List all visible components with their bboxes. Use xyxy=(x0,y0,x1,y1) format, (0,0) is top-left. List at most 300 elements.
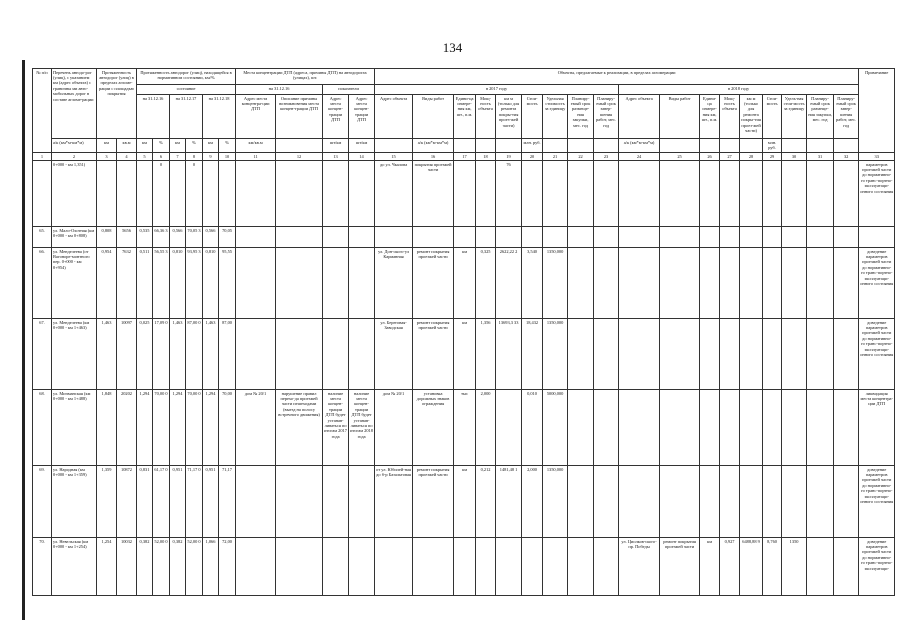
table-cell-c32 xyxy=(834,248,859,319)
header-row-2 xyxy=(33,85,895,95)
table-cell-c1: 69. xyxy=(33,466,52,538)
table-cell-c29 xyxy=(763,390,782,466)
table-cell-c28 xyxy=(740,248,763,319)
table-cell-c27 xyxy=(720,161,740,227)
table-cell-c12: нарушение правил перехо-да проезжей части пешеходами (выезд на полосу встречного движения) xyxy=(276,390,323,466)
table-cell-c33: доведение параметров проезжей части до нормативно-го транс-портно-эксплуатаци-онного состояния xyxy=(859,466,895,538)
obj17-plan-start: Планиру-емый срок размеще-ния закупки, мес. год xyxy=(568,95,594,139)
table-cell-c22 xyxy=(568,161,594,227)
column-index-cell: 9 xyxy=(203,153,219,161)
table-cell-c4: 7632 xyxy=(117,248,137,319)
table-row xyxy=(33,227,895,248)
table-cell-c5: 0,025 xyxy=(137,319,153,390)
table-cell-c8: 70,05 3 xyxy=(186,227,203,248)
table-cell-c4: 5656 xyxy=(117,227,137,248)
table-cell-c7: 0,566 xyxy=(170,227,186,248)
table-cell-c29: 8,760 xyxy=(763,538,782,596)
table-cell-c14 xyxy=(349,466,375,538)
column-index-cell: 19 xyxy=(496,153,522,161)
table-cell-c13 xyxy=(323,161,349,227)
table-cell-c27 xyxy=(720,390,740,466)
unit-aa: а/к (км*м-км*м) xyxy=(413,139,454,153)
col-normative-header: Протяженность автодорог (улиц), находящейся в нормативном состоянии, км/% xyxy=(137,69,236,85)
table-cell-c10 xyxy=(219,161,236,227)
table-cell-c17 xyxy=(454,227,476,248)
table-cell-c7: 0,382 xyxy=(170,538,186,596)
table-cell-c12 xyxy=(276,319,323,390)
table-cell-c25 xyxy=(660,161,700,227)
table-cell-c25 xyxy=(660,319,700,390)
obj17-plan-end: Планиру-емый срок завер-шения работ, мес. год xyxy=(594,95,619,139)
column-index-cell: 31 xyxy=(807,153,834,161)
column-index-cell: 28 xyxy=(740,153,763,161)
table-row xyxy=(33,390,895,466)
table-cell-c18 xyxy=(476,538,496,596)
table-cell-c22 xyxy=(568,538,594,596)
table-cell-c4 xyxy=(117,161,137,227)
table-cell-c30 xyxy=(782,227,807,248)
unit-km: км xyxy=(170,139,186,153)
table-cell-c20: 18,432 xyxy=(522,319,543,390)
table-cell-c9: 1,463 xyxy=(203,319,219,390)
table-cell-c32 xyxy=(834,319,859,390)
table-cell-c17: км xyxy=(454,319,476,390)
dtp-sub: показатели xyxy=(323,85,375,95)
table-cell-c20 xyxy=(522,161,543,227)
table-cell-c3: 1,254 xyxy=(97,538,117,596)
table-row xyxy=(33,538,895,596)
table-cell-c15 xyxy=(375,538,413,596)
table-cell-c10: 72,00 xyxy=(219,538,236,596)
table-cell-c24 xyxy=(619,466,660,538)
table-cell-c14 xyxy=(349,161,375,227)
table-cell-c26 xyxy=(700,227,720,248)
column-index-cell: 32 xyxy=(834,153,859,161)
table-cell-c27: 0,927 xyxy=(720,538,740,596)
obj17-km: км м (только для ремонта покры-тия проез-жей части) xyxy=(496,95,522,139)
col-dtp-header: Места концентрации ДТП (адреса, причины ДТП) на автодорогах (улицах), шт. xyxy=(236,69,375,85)
obj18-power: Мощ-ность объекта xyxy=(720,95,740,139)
table-cell-c16: покрытия проезжей части xyxy=(413,161,454,227)
column-index-cell: 4 xyxy=(117,153,137,161)
table-cell-c11 xyxy=(236,538,276,596)
table-cell-c33 xyxy=(859,227,895,248)
table-cell-c18 xyxy=(476,161,496,227)
table-cell-c17 xyxy=(454,161,476,227)
table-cell-c6: 52,00 0 xyxy=(153,538,170,596)
table-row xyxy=(33,161,895,227)
table-cell-c1: 65. xyxy=(33,227,52,248)
dtp-2016: на 31.12.16 xyxy=(236,85,323,95)
unit-km: км xyxy=(203,139,219,153)
column-index-cell: 26 xyxy=(700,153,720,161)
table-cell-c31 xyxy=(807,538,834,596)
column-index-cell: 6 xyxy=(153,153,170,161)
column-index-cell: 15 xyxy=(375,153,413,161)
obj18-plan-start: Планиру-емый срок размеще-ния закупки, мес. год xyxy=(807,95,834,139)
table-cell-c15: дом № 20/1 xyxy=(375,390,413,466)
table-cell-c5: 0,535 xyxy=(137,227,153,248)
table-cell-c14 xyxy=(349,227,375,248)
binding-line xyxy=(22,60,25,620)
table-cell-c11 xyxy=(236,466,276,538)
header-row-units xyxy=(33,139,895,153)
table-cell-c20 xyxy=(522,227,543,248)
table-cell-c29 xyxy=(763,161,782,227)
page-number: 134 xyxy=(442,40,463,55)
table-cell-c5: 0,382 xyxy=(137,538,153,596)
unit-aa: а/к (км*м-км*м) xyxy=(619,139,660,153)
table-cell-c11 xyxy=(236,248,276,319)
obj17-unit: Едини-ца измере-ния км, шт., п.м. xyxy=(454,95,476,139)
table-cell-c13 xyxy=(323,248,349,319)
column-index-cell: 8 xyxy=(186,153,203,161)
table-cell-c20: 2,000 xyxy=(522,466,543,538)
table-cell-c24 xyxy=(619,248,660,319)
table-cell-c6: 70,00 0 xyxy=(153,390,170,466)
table-cell-c33: ликвидация места концентра-ции ДТП xyxy=(859,390,895,466)
table-cell-c27 xyxy=(720,248,740,319)
table-cell-c3: 0,954 xyxy=(97,248,117,319)
col-objects-header: Объекты, предлагаемые к реализации, в пределах агломерации xyxy=(375,69,859,85)
table-cell-c24 xyxy=(619,161,660,227)
table-cell-c9: 1,066 xyxy=(203,538,219,596)
table-cell-c21 xyxy=(543,227,568,248)
header-row-3 xyxy=(33,95,895,139)
table-cell-c28 xyxy=(740,161,763,227)
column-index-cell: 11 xyxy=(236,153,276,161)
table-cell-c12 xyxy=(276,161,323,227)
table-cell-c3: 1,848 xyxy=(97,390,117,466)
table-cell-c31 xyxy=(807,161,834,227)
column-index-cell: 22 xyxy=(568,153,594,161)
table-cell-c6: 56,55 3 xyxy=(153,248,170,319)
table-cell-c9: 0,810 xyxy=(203,248,219,319)
table-cell-c5 xyxy=(137,161,153,227)
norm-2017: на 31.12.17 xyxy=(170,95,203,139)
table-cell-c17: км xyxy=(454,466,476,538)
table-cell-c20 xyxy=(522,538,543,596)
table-cell-c18: 1,356 xyxy=(476,319,496,390)
table-cell-c19: 76 xyxy=(496,161,522,227)
dtp-address: Адрес места концентра-ции ДТП xyxy=(236,95,276,139)
column-index-cell: 14 xyxy=(349,153,375,161)
document-sheet xyxy=(32,68,894,608)
column-index-cell: 7 xyxy=(170,153,186,161)
table-cell-c11 xyxy=(236,319,276,390)
table-cell-c1: 68. xyxy=(33,390,52,466)
column-index-cell: 13 xyxy=(323,153,349,161)
table-cell-c30 xyxy=(782,248,807,319)
table-cell-c19 xyxy=(496,390,522,466)
table-cell-c30: 1350 xyxy=(782,538,807,596)
table-cell-c8: 71,17 0 xyxy=(186,466,203,538)
table-cell-c3: 1,359 xyxy=(97,466,117,538)
table-cell-c8: 0 xyxy=(186,161,203,227)
table-cell-c16 xyxy=(413,538,454,596)
dtp-cause: Описание причины возникновения места концен-трации ДТП xyxy=(276,95,323,139)
table-cell-c32 xyxy=(834,466,859,538)
table-cell-c9: 0,566 xyxy=(203,227,219,248)
unit-shtkm: шт/км xyxy=(323,139,349,153)
table-cell-c22 xyxy=(568,227,594,248)
table-cell-c31 xyxy=(807,466,834,538)
table-cell-c10: 95,55 xyxy=(219,248,236,319)
table-cell-c12 xyxy=(276,248,323,319)
table-cell-c29 xyxy=(763,466,782,538)
table-cell-c11 xyxy=(236,161,276,227)
table-cell-c32 xyxy=(834,161,859,227)
column-index-cell: 23 xyxy=(594,153,619,161)
table-cell-c28 xyxy=(740,227,763,248)
table-cell-c20: 0,010 xyxy=(522,390,543,466)
table-cell-c8: 93,95 3 xyxy=(186,248,203,319)
table-cell-c8: 87,00 0 xyxy=(186,319,203,390)
table-cell-c6: 61,17 0 xyxy=(153,466,170,538)
table-row xyxy=(33,319,895,390)
table-cell-c4: 10032 xyxy=(117,538,137,596)
table-cell-c31 xyxy=(807,319,834,390)
obj17-works: Виды работ xyxy=(413,95,454,139)
obj18-km: км м (только для ремонта покры-тия проез-жей части) xyxy=(740,95,763,139)
table-cell-c19: 13693,3 33 xyxy=(496,319,522,390)
unit-kvm: кв.м xyxy=(117,139,137,153)
table-cell-c19: 2622,22 2 xyxy=(496,248,522,319)
table-cell-c23 xyxy=(594,466,619,538)
norm-2016: на 31.12.16 xyxy=(137,95,170,139)
table-cell-c8: 52,00 0 xyxy=(186,538,203,596)
table-cell-c4: 10872 xyxy=(117,466,137,538)
table-cell-c2: ул. Мичманская (км 0+000 - км 1+488) xyxy=(52,390,97,466)
obj18-unit: Едини-ца измере-ния км, шт., п.м. xyxy=(700,95,720,139)
table-cell-c30 xyxy=(782,161,807,227)
table-cell-c29 xyxy=(763,248,782,319)
table-cell-c20: 3,540 xyxy=(522,248,543,319)
obj18-plan-end: Планиру-емый срок завер-шения работ, мес. год xyxy=(834,95,859,139)
table-cell-c13: наличие места концен-трации ДТП будет устанав-ливаться по итогам 2017 года xyxy=(323,390,349,466)
table-cell-c31 xyxy=(807,390,834,466)
unit-pct: % xyxy=(186,139,203,153)
table-cell-c22 xyxy=(568,248,594,319)
table-cell-c4: 20202 xyxy=(117,390,137,466)
table-cell-c12 xyxy=(276,538,323,596)
table-cell-c18: 0,325 xyxy=(476,248,496,319)
col-note-header: Примечание xyxy=(859,69,895,153)
header-row-1 xyxy=(33,69,895,85)
column-index-cell: 12 xyxy=(276,153,323,161)
table-cell-c2: ул. Мало-Охотная (км 0+000 - км 0+808) xyxy=(52,227,97,248)
table-cell-c21: 1350,000 xyxy=(543,319,568,390)
column-index-cell: 21 xyxy=(543,153,568,161)
column-index-cell: 17 xyxy=(454,153,476,161)
table-cell-c12 xyxy=(276,466,323,538)
table-cell-c26 xyxy=(700,319,720,390)
table-cell-c2: ул. Менделеева (км 0+000 - км 1+463) xyxy=(52,319,97,390)
table-cell-c7: 1,294 xyxy=(170,390,186,466)
table-cell-c16: ремонт покрытия проезжей части xyxy=(413,248,454,319)
obj17-cost: Стои-мость xyxy=(522,95,543,139)
obj18-unit-cost: Удель-ная стои-мость за единицу xyxy=(782,95,807,139)
table-cell-c5: 0,511 xyxy=(137,248,153,319)
table-cell-c15: ул. Дон-ского-ул Карманная xyxy=(375,248,413,319)
table-cell-c23 xyxy=(594,538,619,596)
table-cell-c2: ул. Народная (км 0+000 - км 1+359) xyxy=(52,466,97,538)
column-index-cell: 24 xyxy=(619,153,660,161)
table-cell-c27 xyxy=(720,319,740,390)
unit-pct: % xyxy=(153,139,170,153)
obj17-unit-cost: Удельная стоимость за единицу xyxy=(543,95,568,139)
table-cell-c26 xyxy=(700,248,720,319)
table-cell-c26: км xyxy=(700,538,720,596)
table-cell-c25 xyxy=(660,248,700,319)
table-cell-c14: наличие места концен-трации ДТП будет устанав-ливаться по итогам 2018 года xyxy=(349,390,375,466)
table-cell-c16: ремонт покрытия проезжей части xyxy=(413,466,454,538)
table-cell-c25: ремонт покрытия проезжей части xyxy=(660,538,700,596)
table-cell-c21: 1350,000 xyxy=(543,466,568,538)
table-cell-c17: тыс xyxy=(454,390,476,466)
table-cell-c8: 70,00 0 xyxy=(186,390,203,466)
table-cell-c28 xyxy=(740,466,763,538)
table-cell-c15: до ул. Чкалова xyxy=(375,161,413,227)
column-index-row xyxy=(33,153,895,161)
table-cell-c9 xyxy=(203,161,219,227)
table-cell-c21 xyxy=(543,538,568,596)
table-cell-c23 xyxy=(594,161,619,227)
obj18-works: Виды работ xyxy=(660,95,700,139)
obj18-addr: Адрес объекта xyxy=(619,95,660,139)
table-cell-c23 xyxy=(594,390,619,466)
unit-rub: млн. руб. xyxy=(763,139,782,153)
table-cell-c13 xyxy=(323,538,349,596)
table-cell-c33: доведение параметров проезжей части до нормативно-го транс-портно-эксплуатаци-онного состояния xyxy=(859,319,895,390)
table-cell-c7 xyxy=(170,161,186,227)
unit-pct: % xyxy=(219,139,236,153)
table-cell-c13 xyxy=(323,466,349,538)
agglomeration-table xyxy=(32,68,895,596)
table-cell-c1: 66. xyxy=(33,248,52,319)
col-length-header: Протяженность автодорог (улиц) в пределах агломе-рации с площадью покрытия xyxy=(97,69,137,139)
column-index-cell: 16 xyxy=(413,153,454,161)
table-row xyxy=(33,466,895,538)
table-cell-c6: 0 xyxy=(153,161,170,227)
dtp-2017-addr: Адрес места концен-трации ДТП xyxy=(323,95,349,139)
table-cell-c19 xyxy=(496,538,522,596)
table-cell-c7: 0,951 xyxy=(170,466,186,538)
unit-km: км xyxy=(137,139,153,153)
year-2017: в 2017 году xyxy=(375,85,619,95)
table-cell-c27 xyxy=(720,466,740,538)
table-cell-c29 xyxy=(763,319,782,390)
table-cell-c6: 17,09 0 xyxy=(153,319,170,390)
table-cell-c24 xyxy=(619,227,660,248)
table-cell-c10: 70,05 xyxy=(219,227,236,248)
table-cell-c14 xyxy=(349,538,375,596)
table-cell-c16: установка дорожных знаков ограждения xyxy=(413,390,454,466)
table-cell-c3 xyxy=(97,161,117,227)
unit-km: км xyxy=(97,139,117,153)
norm-2018: на 31.12.18 xyxy=(203,95,236,139)
table-cell-c3: 1,463 xyxy=(97,319,117,390)
column-index-cell: 5 xyxy=(137,153,153,161)
table-cell-c10: 87,00 xyxy=(219,319,236,390)
table-cell-c17: км xyxy=(454,248,476,319)
table-cell-c14 xyxy=(349,319,375,390)
table-cell-c21: 1350,000 xyxy=(543,248,568,319)
table-cell-c5: 0,831 xyxy=(137,466,153,538)
table-cell-c18: 0,212 xyxy=(476,466,496,538)
table-cell-c33: доведение параметров проезжей части до нормативно-го транс-портно-эксплуатаци- xyxy=(859,538,895,596)
table-cell-c31 xyxy=(807,227,834,248)
table-cell-c28 xyxy=(740,390,763,466)
dtp-2018-addr: Адрес места концен-трации ДТП xyxy=(349,95,375,139)
table-cell-c28 xyxy=(740,319,763,390)
obj17-addr: Адрес объекта xyxy=(375,95,413,139)
column-index-cell: 33 xyxy=(859,153,895,161)
table-cell-c25 xyxy=(660,227,700,248)
table-cell-c18 xyxy=(476,227,496,248)
column-index-cell: 18 xyxy=(476,153,496,161)
column-index-cell: 27 xyxy=(720,153,740,161)
column-index-cell: 1 xyxy=(33,153,52,161)
col-road-list-header: Перечень автодо-рог (улиц), с указанием км (адрес объекта) с граничны ми авто-мобильных дорог в составе агломе-рации xyxy=(52,69,97,139)
table-cell-c10: 70,00 xyxy=(219,390,236,466)
table-cell-c13 xyxy=(323,227,349,248)
table-cell-c14 xyxy=(349,248,375,319)
table-cell-c16: ремонт покрытия проезжей части xyxy=(413,319,454,390)
table-cell-c32 xyxy=(834,390,859,466)
table-cell-c13 xyxy=(323,319,349,390)
column-index-cell: 20 xyxy=(522,153,543,161)
table-cell-c17 xyxy=(454,538,476,596)
col-num-header: № п/п xyxy=(33,69,52,153)
table-cell-c9: 1,294 xyxy=(203,390,219,466)
table-cell-c4: 10097 xyxy=(117,319,137,390)
column-index-cell: 25 xyxy=(660,153,700,161)
unit-shtkm: шт/км xyxy=(349,139,375,153)
table-cell-c10: 71,17 xyxy=(219,466,236,538)
table-cell-c30 xyxy=(782,390,807,466)
table-cell-c11: дом № 20/1 xyxy=(236,390,276,466)
table-cell-c23 xyxy=(594,248,619,319)
obj18-cost: Стои-мость xyxy=(763,95,782,139)
table-cell-c30 xyxy=(782,319,807,390)
column-index-cell: 10 xyxy=(219,153,236,161)
table-cell-c32 xyxy=(834,227,859,248)
table-cell-c2: 0+000 - км 1,351) xyxy=(52,161,97,227)
table-cell-c12 xyxy=(276,227,323,248)
table-cell-c23 xyxy=(594,227,619,248)
table-cell-c15 xyxy=(375,227,413,248)
column-index-cell: 30 xyxy=(782,153,807,161)
year-2018: в 2018 году xyxy=(619,85,859,95)
table-cell-c31 xyxy=(807,248,834,319)
table-cell-c6: 66,36 3 xyxy=(153,227,170,248)
column-index-cell: 2 xyxy=(52,153,97,161)
table-cell-c27 xyxy=(720,227,740,248)
table-cell-c2: ул. Невельская (км 0+000 - км 1+254) xyxy=(52,538,97,596)
table-cell-c3: 0,808 xyxy=(97,227,117,248)
table-cell-c11 xyxy=(236,227,276,248)
table-cell-c7: 0,810 xyxy=(170,248,186,319)
table-cell-c9: 0,951 xyxy=(203,466,219,538)
table-cell-c29 xyxy=(763,227,782,248)
table-row xyxy=(33,248,895,319)
unit-rub: млн. руб. xyxy=(522,139,543,153)
obj17-power: Мощ-ность объекта xyxy=(476,95,496,139)
unit-akm: а/к (км*м-км*м) xyxy=(52,139,97,153)
table-cell-c28: 6488,88 9 xyxy=(740,538,763,596)
table-cell-c15: ул. Береговая-Заводская xyxy=(375,319,413,390)
